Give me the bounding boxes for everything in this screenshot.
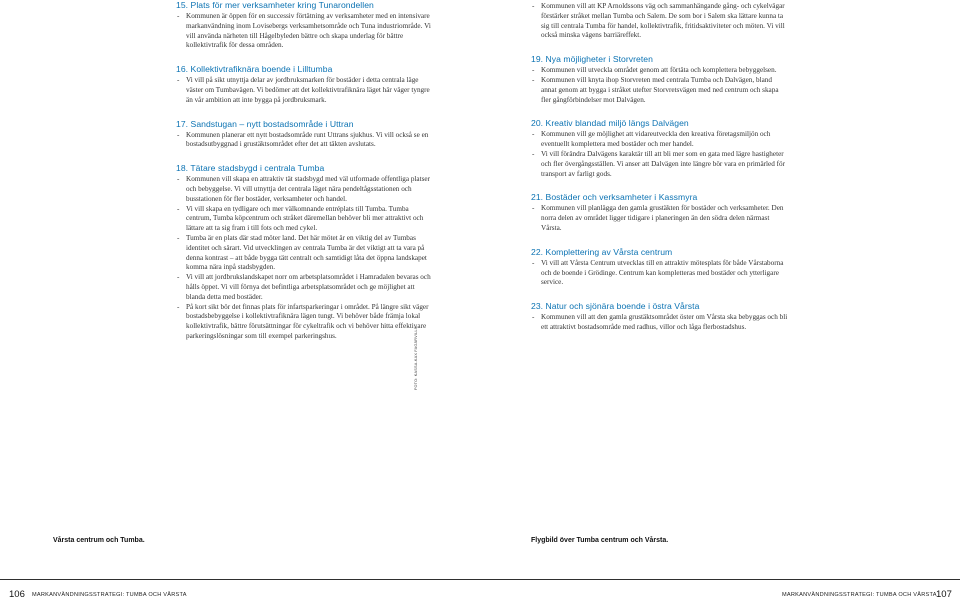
section-16 — [176, 64, 434, 105]
item-text: På kort sikt bör det finnas plats för infartsparkeringar i området. På längre sikt väger bostadsbebyggelse i kollektivtrafiknära lägen tungt. Vi behöver både främja lokal kollektivtrafik, bättre förutsättningar för cykeltrafik och vi behöver hitta effektivare parkeringslösningar som till exempel parkeringshus. — [186, 302, 429, 340]
list-dash: - — [177, 130, 180, 139]
section-title: 17. Sandstugan – nytt bostadsområde i Uttran — [176, 118, 354, 129]
list-dash: - — [532, 66, 535, 75]
page-number-left: 106 — [9, 589, 25, 600]
item-text: Kommunen vill att KP Arnoldssons väg och sammanhängande gång- och cykelvägar förstärker stråket mellan Tumba och Salem. De som bor i Salem ska lättare kunna ta sig till centrala Tumba för handel, kollektivtrafik, fritidsaktiviteter och möten. Vi vill också minska vägens barriäreffekt. — [541, 2, 785, 40]
list-dash: - — [532, 2, 535, 10]
section-21 — [531, 192, 789, 233]
right-column — [531, 0, 789, 333]
list-item — [176, 131, 434, 151]
section-title: 18. Tätare stadsbygd i centrala Tumba — [176, 163, 325, 174]
left-column — [176, 0, 434, 342]
section-title: 22. Komplettering av Vårsta centrum — [531, 246, 673, 257]
item-text: Kommunen är öppen för en successiv förtätning av verksamheter med en intensivare markanvändning inom Lovisebergs verksamhetsområde och Tuna industriområde. Vi vill använda närheten till Hågelbyleden bättre och skapa underlag för bättre kollektivtrafik för dessa områden. — [186, 12, 431, 50]
list-item — [176, 205, 434, 234]
caption-right: Flygbild över Tumba centrum och Vårsta. — [531, 537, 669, 544]
item-text: Vi vill skapa en tydligare och mer välkomnande entréplats till Tumba. Tumba centrum, Tumba köpcentrum och stråket däremellan behöver bli mer attraktivt och lättare att ta sig fram i till fots och med cykel. — [186, 204, 424, 233]
list-dash: - — [177, 273, 180, 282]
section-17 — [176, 119, 434, 151]
item-text: Kommunen vill utveckla området genom att förtäta och komplettera bebyggelsen. — [541, 66, 777, 75]
list-item — [531, 130, 789, 150]
list-dash: - — [532, 75, 535, 84]
section-title: 23. Natur och sjönära boende i östra Vårsta — [531, 301, 700, 312]
list-item — [176, 175, 434, 204]
item-text: Vi vill på sikt utnyttja delar av jordbruksmarken för bostäder i detta centrala läge väster om Tumbavägen. Vi bedömer att det kollektivtrafiknära läget här väger tyngre än vår ambition att inte bygga på jordbruksmark. — [186, 76, 430, 104]
list-dash: - — [177, 204, 180, 213]
section-title: 20. Kreativ blandad miljö längs Dalvägen — [531, 118, 689, 129]
list-item — [531, 204, 789, 233]
list-dash: - — [177, 76, 180, 85]
section-18-continued — [531, 0, 789, 41]
section-15 — [176, 0, 434, 51]
list-dash: - — [177, 175, 180, 184]
list-item — [176, 273, 434, 302]
item-text: Kommunen vill att den gamla grustäktsområdet öster om Vårsta ska bebyggas och bli ett attraktivt bostadsområde med radhus, villor och låga flerbostadshus. — [541, 313, 788, 331]
list-dash: - — [532, 313, 535, 322]
section-title: 16. Kollektivtrafiknära boende i Lilltumba — [176, 64, 333, 75]
list-item — [531, 76, 789, 105]
section-19 — [531, 54, 789, 105]
item-text: Vi vill att Vårsta Centrum utvecklas till en attraktiv mötesplats för både Vårstaborna och de boende i Grödinge. Centrum kan kompletteras med bostäder och ytterligare service. — [541, 258, 784, 287]
photo-credit: FOTO: KASSA-KAX FAGÄRVILLS — [414, 326, 418, 390]
section-22 — [531, 247, 789, 288]
item-text: Tumba är en plats där stad möter land. Det här mötet är en viktig del av Tumbas identitet och särart. Vid utvecklingen av centrala Tumba är det viktigt att ta vara på denna kontrast – att både bygga tätt centralt och samtidigt låta det öppna landskapet komma nära inpå stadsbygden. — [186, 233, 427, 272]
section-18 — [176, 163, 434, 342]
list-dash: - — [532, 204, 535, 213]
item-text: Kommunen planerar ett nytt bostadsområde runt Uttrans sjukhus. Vi vill också se en bostadsutbyggnad i grustäktsområdet efter det att täkten avslutats. — [186, 130, 429, 149]
item-text: Kommunen vill planlägga den gamla grustäkten för bostäder och verksamheter. Den norra delen av området ligger tidigare i planeringen än den södra delen närmast Vårsta. — [541, 204, 784, 232]
list-item — [176, 234, 434, 273]
list-dash: - — [532, 130, 535, 139]
page-number-right: 107 — [936, 589, 952, 600]
item-text: Kommunen vill ge möjlighet att vidareutveckla den kreativa företagsmiljön och eventuellt komplettera med bostäder och mer handel. — [541, 130, 771, 149]
item-text: Kommunen vill knyta ihop Storvreten med centrala Tumba och Dalvägen, bland annat genom att bygga i stråket utefter Storvretsvägen med ned centrum och skapa fler gångförbindelser mot Dalvägen. — [541, 75, 779, 104]
list-dash: - — [532, 258, 535, 267]
caption-left: Vårsta centrum och Tumba. — [53, 537, 145, 544]
list-dash: - — [177, 12, 180, 20]
list-item — [531, 66, 789, 76]
list-dash: - — [177, 302, 180, 311]
list-item — [531, 259, 789, 288]
item-text: Kommunen vill skapa en attraktiv tät stadsbygd med väl utformade offentliga platser och bebyggelse. Vi vill utnyttja det centrala läget nära pendeltågsstationen och busstationen för fler bostäder, verksamheter och handel. — [186, 175, 430, 203]
list-item — [176, 303, 434, 342]
section-title: 15. Plats för mer verksamheter kring Tunarondellen — [176, 0, 374, 10]
footer-title-right: MARKANVÄNDNINGSSTRATEGI: TUMBA OCH VÅRSTA — [782, 592, 937, 598]
list-item — [531, 150, 789, 179]
section-title: 19. Nya möjligheter i Storvreten — [531, 54, 653, 65]
item-text: Vi vill att jordbrukslandskapet norr om arbetsplatsområdet i Hamradalen bevaras och hålls öppet. Vi vill förnya det befintliga arbetsplatsområdet och ge möjlighet att blanda detta med bostäder. — [186, 273, 431, 301]
list-item — [176, 12, 434, 51]
list-item — [531, 2, 789, 41]
section-20 — [531, 118, 789, 179]
footer-title-left: MARKANVÄNDNINGSSTRATEGI: TUMBA OCH VÅRSTA — [32, 592, 187, 598]
list-dash: - — [532, 149, 535, 158]
item-text: Vi vill förändra Dalvägens karaktär till att bli mer som en gata med lägre hastigheter och fler övergångsställen. Vi anser att Dalvägen inte längre bör vara en primärled för transport av farligt gods. — [541, 149, 785, 178]
section-title: 21. Bostäder och verksamheter i Kassmyra — [531, 192, 698, 203]
list-dash: - — [177, 233, 180, 242]
list-item — [176, 76, 434, 105]
footer-rule — [0, 579, 960, 580]
list-item — [531, 313, 789, 333]
section-23 — [531, 301, 789, 333]
